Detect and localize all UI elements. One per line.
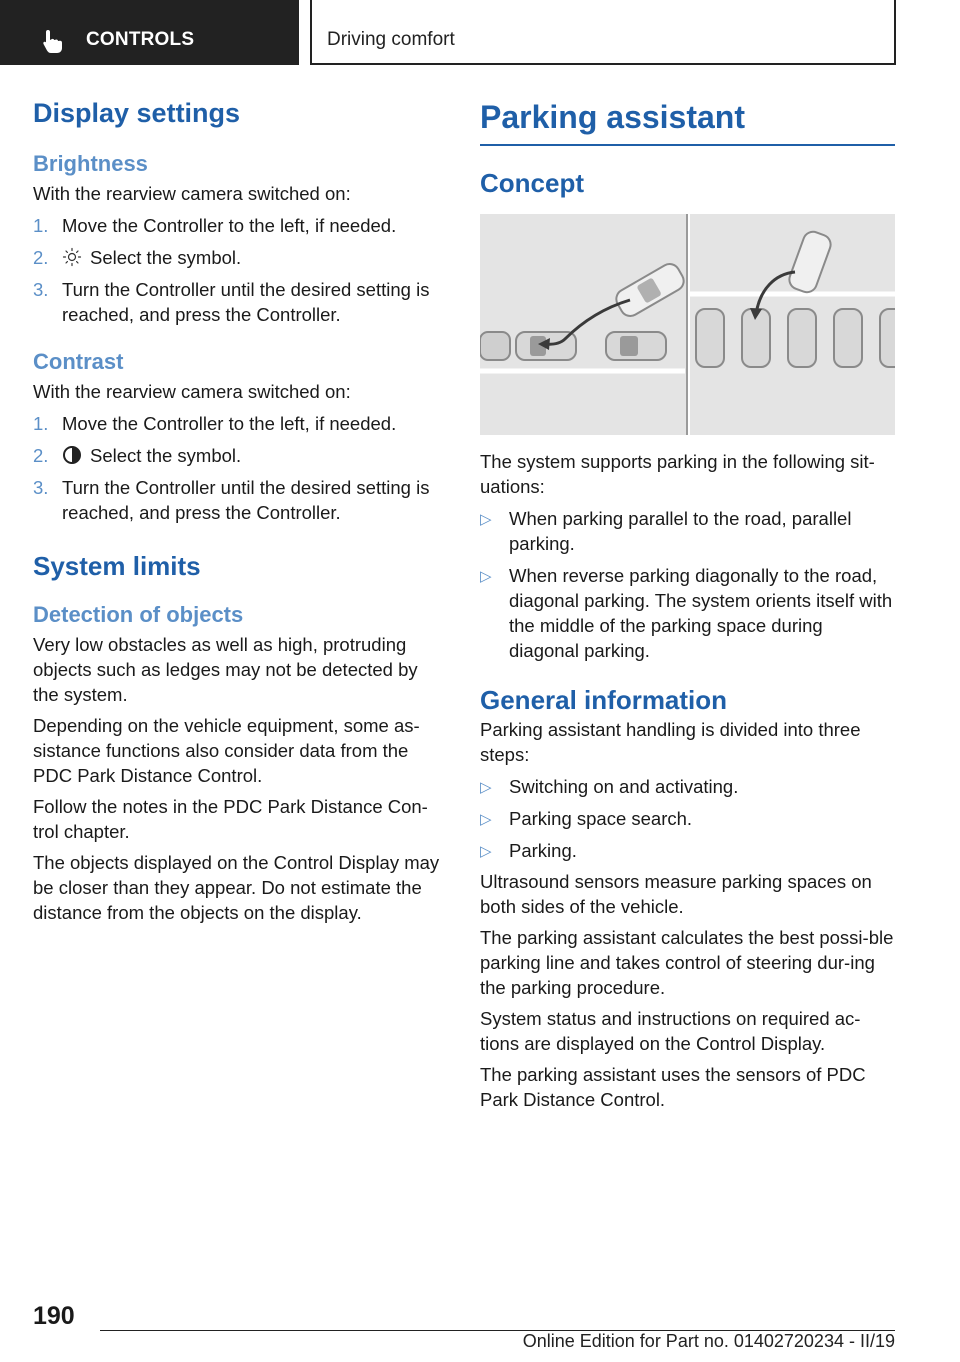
heading-detection-of-objects: Detection of objects: [33, 602, 244, 627]
general-intro: Parking assistant handling is divided into three steps:: [480, 719, 861, 765]
list-number: 1.: [33, 413, 49, 434]
bullet-triangle-icon: ▷: [480, 843, 492, 860]
paragraph: The parking assistant uses the sensors of PDC Park Distance Control.: [480, 1064, 866, 1110]
paragraph: Very low obstacles as well as high, protruding objects such as ledges may not be detected by the system.: [33, 634, 418, 705]
brightness-steps: [33, 213, 448, 327]
list-item: [33, 213, 448, 238]
list-item: [33, 277, 448, 327]
list-item: [33, 443, 448, 468]
bullet-text: Switching on and activating.: [509, 776, 739, 797]
heading-display-settings: Display settings: [33, 98, 241, 128]
page-number: 190: [33, 1302, 75, 1330]
list-item: [480, 838, 895, 863]
list-item: [480, 563, 895, 663]
bullet-text: When reverse parking diagonally to the road, diagonal parking. The system orients itself with the middle of the parking space during diagonal parking.: [509, 565, 893, 661]
list-item: [480, 806, 895, 831]
bullet-triangle-icon: ▷: [480, 511, 492, 528]
step-text: Move the Controller to the left, if needed.: [62, 413, 397, 434]
list-number: 2.: [33, 247, 49, 268]
pointing-hand-icon: [40, 28, 66, 54]
list-item: [480, 506, 895, 556]
list-item: [33, 475, 448, 525]
list-item: [33, 411, 448, 436]
step-text: Turn the Controller until the desired setting is reached, and press the Controller.: [62, 279, 430, 325]
bullet-text: Parking.: [509, 840, 577, 861]
left-column: [33, 96, 448, 925]
heading-system-limits: System limits: [33, 551, 201, 581]
concept-bullets: [480, 506, 895, 663]
paragraph: Ultrasound sensors measure parking spaces on both sides of the vehicle.: [480, 871, 872, 917]
brightness-intro: With the rearview camera switched on:: [33, 183, 351, 204]
bullet-text: When parking parallel to the road, parallel parking.: [509, 508, 852, 554]
paragraph: System status and instructions on required ac-tions are displayed on the Control Display.: [480, 1008, 861, 1054]
list-number: 3.: [33, 477, 49, 498]
step-text: Turn the Controller until the desired setting is reached, and press the Controller.: [62, 477, 430, 523]
heading-general-information: General information: [480, 685, 728, 715]
paragraph: The objects displayed on the Control Display may be closer than they appear. Do not estimate the distance from the objects on the display.: [33, 852, 440, 923]
paragraph: Follow the notes in the PDC Park Distance Con-trol chapter.: [33, 796, 428, 842]
step-text: Select the symbol.: [90, 445, 242, 466]
chapter-tab[interactable]: [0, 0, 299, 65]
step-text: Move the Controller to the left, if needed.: [62, 215, 397, 236]
list-item: [480, 774, 895, 799]
heading-parking-assistant: Parking assistant: [480, 96, 895, 146]
parking-illustration: [480, 214, 895, 435]
paragraph: Depending on the vehicle equipment, some as-sistance functions also consider data from the PDC Park Distance Control.: [33, 715, 420, 786]
bullet-triangle-icon: ▷: [480, 568, 492, 585]
general-bullets: [480, 774, 895, 863]
section-title: Driving comfort: [327, 29, 455, 50]
contrast-intro: With the rearview camera switched on:: [33, 381, 351, 402]
heading-concept: Concept: [480, 168, 584, 198]
paragraph: The parking assistant calculates the best possi-ble parking line and takes control of steering dur-ing the parking procedure.: [480, 927, 894, 998]
heading-brightness: Brightness: [33, 151, 148, 176]
bullet-text: Parking space search.: [509, 808, 693, 829]
list-number: 1.: [33, 215, 49, 236]
bullet-triangle-icon: ▷: [480, 779, 492, 796]
bullet-triangle-icon: ▷: [480, 811, 492, 828]
list-number: 3.: [33, 279, 49, 300]
footer-edition: Online Edition for Part no. 01402720234 - II/19: [522, 1331, 895, 1351]
brightness-sun-icon: [62, 247, 82, 267]
right-column: [480, 96, 895, 1112]
parking-diagram: [480, 214, 895, 435]
step-text: Select the symbol.: [90, 247, 242, 268]
list-number: 2.: [33, 445, 49, 466]
concept-intro: The system supports parking in the following sit-uations:: [480, 451, 875, 497]
contrast-steps: [33, 411, 448, 525]
list-item: [33, 245, 448, 270]
contrast-half-circle-icon: [62, 445, 82, 465]
heading-contrast: Contrast: [33, 349, 124, 374]
section-header: [310, 0, 896, 65]
chapter-label: CONTROLS: [86, 29, 195, 50]
